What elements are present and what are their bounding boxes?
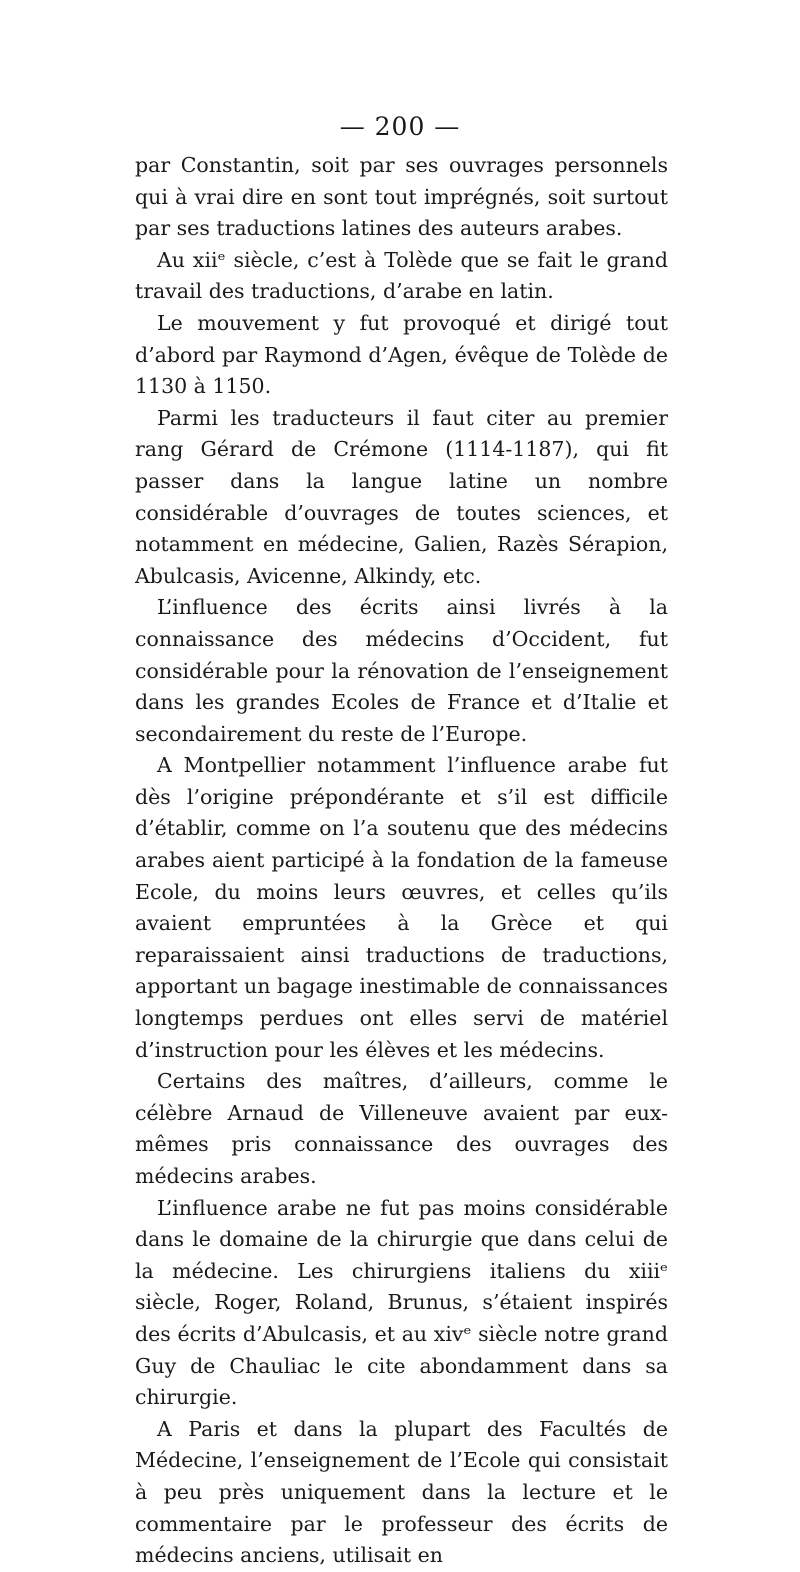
body-text <box>135 150 668 1572</box>
paragraph: Au xiiᵉ siècle, c’est à Tolède que se fait le grand travail des traductions, d’arabe en latin. <box>135 247 668 304</box>
page-number: — 200 — <box>339 112 461 141</box>
paragraph: Le mouvement y fut provoqué et dirigé tout d’abord par Raymond d’Agen, évêque de Tolède de 1130 à 1150. <box>135 310 668 399</box>
paragraph: A Paris et dans la plupart des Facultés de Médecine, l’enseignement de l’Ecole qui consistait à peu près uniquement dans la lecture et le commentaire par le professeur des écrits de médecins anciens, utilisait en <box>135 1416 668 1568</box>
paragraph: L’influence des écrits ainsi livrés à la connaissance des médecins d’Occident, fut considérable pour la rénovation de l’enseignement dans les grandes Ecoles de France et d’Italie et secondairement du reste de l’Europe. <box>135 595 668 746</box>
paragraph: par Constantin, soit par ses ouvrages personnels qui à vrai dire en sont tout imprégnés, soit surtout par ses traductions latines des auteurs arabes. <box>135 153 668 241</box>
paragraph: L’influence arabe ne fut pas moins considérable dans le domaine de la chirurgie que dans celui de la médecine. Les chirurgiens italiens du xiiiᵉ siècle, Roger, Roland, Brunus, s’étaient inspirés des écrits d’Abulcasis, et au xivᵉ siècle notre grand Guy de Chauliac le cite abondamment dans sa chirurgie. <box>135 1195 668 1410</box>
paragraph: A Montpellier notamment l’influence arabe fut dès l’origine prépondérante et s’il est difficile d’établir, comme on l’a soutenu que des médecins arabes aient participé à la fondation de la fameuse Ecole, du moins leurs œuvres, et celles qu’ils avaient empruntées à la Grèce et qui reparaissaient ainsi traductions de traductions, apportant un bagage inestimable de connaissances longtemps perdues ont elles servi de matériel d’instruction pour les élèves et les médecins. <box>135 753 668 1062</box>
paragraph: Certains des maîtres, d’ailleurs, comme le célèbre Arnaud de Villeneuve avaient par eux-mêmes pris connaissance des ouvrages des médecins arabes. <box>135 1069 668 1188</box>
paragraph: Parmi les traducteurs il faut citer au premier rang Gérard de Crémone (1114-1187), qui fit passer dans la langue latine un nombre considérable d’ouvrages de toutes sciences, et notamment en médecine, Galien, Razès Sérapion, Abulcasis, Avicenne, Alkindy, etc. <box>135 405 668 588</box>
